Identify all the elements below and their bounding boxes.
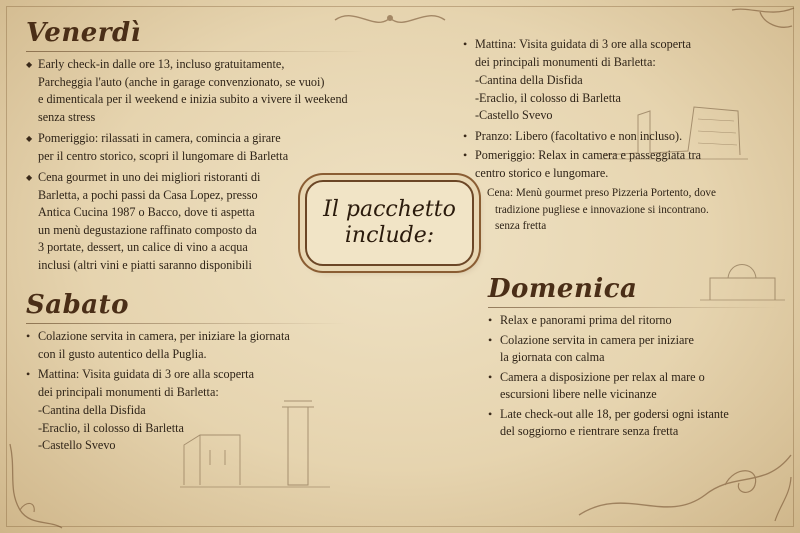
item-line: escursioni libere nelle vicinanze (500, 387, 657, 401)
morning-list (463, 36, 763, 71)
domenica-heading: Domenica (488, 274, 638, 304)
list-item (488, 332, 778, 367)
diamond-bullet-icon: ◆ (26, 134, 33, 143)
item-line: Antica Cucina 1987 o Bacco, dove ti aspetta (38, 205, 255, 219)
afternoon-list (463, 128, 763, 183)
sub-item: -Castello Svevo (38, 438, 116, 452)
item-line: Colazione servita in camera per iniziare (500, 332, 694, 347)
item-line: Relax e panorami prima del ritorno (500, 313, 672, 327)
item-line: inclusi (altri vini e piatti saranno disponibili (38, 257, 252, 272)
sub-item: -Cantina della Disfida (38, 403, 146, 417)
item-line: e dimenticala per il weekend e inizia subito a vivere il weekend (38, 92, 348, 106)
sabato-list (26, 328, 346, 401)
list-item (463, 128, 763, 146)
sabato-section (26, 290, 346, 455)
item-line: Pranzo: Libero (facoltativo e non incluso). (475, 128, 683, 143)
item-line: la giornata con calma (500, 350, 605, 364)
sub-item: -Eraclio, il colosso di Barletta (38, 420, 184, 435)
list-item (488, 312, 778, 330)
item-line: Colazione servita in camera, per iniziare la giornata (38, 329, 290, 343)
sub-item: -Castello Svevo (475, 108, 553, 122)
venerdi-heading: Venerdì (26, 18, 142, 48)
heading-divider (26, 51, 366, 52)
item-line: un menù degustazione raffinato composto da (38, 222, 257, 237)
item-line: Early check-in dalle ore 13, incluso gratuitamente, (38, 57, 285, 71)
heading-divider (26, 323, 346, 324)
item-line: dei principali monumenti di Barletta: (475, 54, 656, 69)
item-line: Cena gourmet in uno dei migliori ristoranti di (38, 170, 261, 184)
item-line: Camera a disposizione per relax al mare o (500, 369, 705, 384)
sub-item: -Eraclio, il colosso di Barletta (475, 90, 621, 105)
list-item (488, 406, 778, 441)
diamond-bullet-icon: ◆ (26, 60, 33, 69)
dot-bullet-icon: • (26, 329, 31, 343)
dot-bullet-icon: • (488, 332, 493, 347)
plaque-title: Il pacchetto include: (323, 197, 456, 248)
list-item (26, 56, 366, 126)
dot-bullet-icon: • (463, 148, 468, 162)
item-line: Barletta, a pochi passi da Casa Lopez, presso (38, 187, 258, 202)
list-item (463, 147, 763, 182)
domenica-section (488, 274, 778, 442)
package-includes-plaque (305, 180, 474, 266)
dinner-line: tradizione pugliese e innovazione si incontrano. (495, 203, 709, 216)
item-line: Late check-out alle 18, per godersi ogni istante (500, 406, 729, 421)
dinner-note (463, 185, 763, 235)
item-line: con il gusto autentico della Puglia. (38, 346, 207, 361)
diamond-bullet-icon: ◆ (26, 173, 33, 182)
dot-bullet-icon: • (488, 406, 493, 421)
item-line: Parcheggia l'auto (anche in garage convenzionato, se vuoi) (38, 74, 325, 89)
item-line: centro storico e lungomare. (475, 165, 609, 180)
item-line: dei principali monumenti di Barletta: (38, 384, 219, 399)
dot-bullet-icon: • (26, 367, 31, 381)
dinner-line: senza fretta (495, 220, 547, 232)
item-line: per il centro storico, scopri il lungomare di Barletta (38, 148, 289, 163)
item-line: Mattina: Visita guidata di 3 ore alla scoperta (475, 37, 691, 51)
list-item (26, 366, 346, 401)
sabato-heading: Sabato (26, 290, 130, 320)
item-line: senza stress (38, 109, 96, 124)
sub-item: -Cantina della Disfida (475, 73, 583, 87)
list-item (463, 36, 763, 71)
item-line: Pomeriggio: rilassati in camera, comincia a girare (38, 131, 281, 145)
list-item (26, 130, 366, 165)
item-line: del soggiorno e rientrare senza fretta (500, 424, 679, 438)
item-line: Pomeriggio: Relax in camera e passeggiata tra (475, 148, 702, 162)
dot-bullet-icon: • (463, 37, 468, 51)
list-item (488, 369, 778, 404)
sabato-continued-section (463, 36, 763, 235)
heading-divider (488, 307, 778, 308)
dot-bullet-icon: • (488, 369, 493, 384)
list-item (26, 328, 346, 363)
dot-bullet-icon: • (488, 313, 493, 327)
item-line: Mattina: Visita guidata di 3 ore alla scoperta (38, 367, 254, 381)
dinner-line: Cena: Menù gourmet preso Pizzeria Portento, dove (487, 187, 716, 199)
domenica-list (488, 312, 778, 441)
item-line: 3 portate, dessert, un calice di vino a acqua (38, 240, 248, 254)
dot-bullet-icon: • (463, 128, 468, 143)
